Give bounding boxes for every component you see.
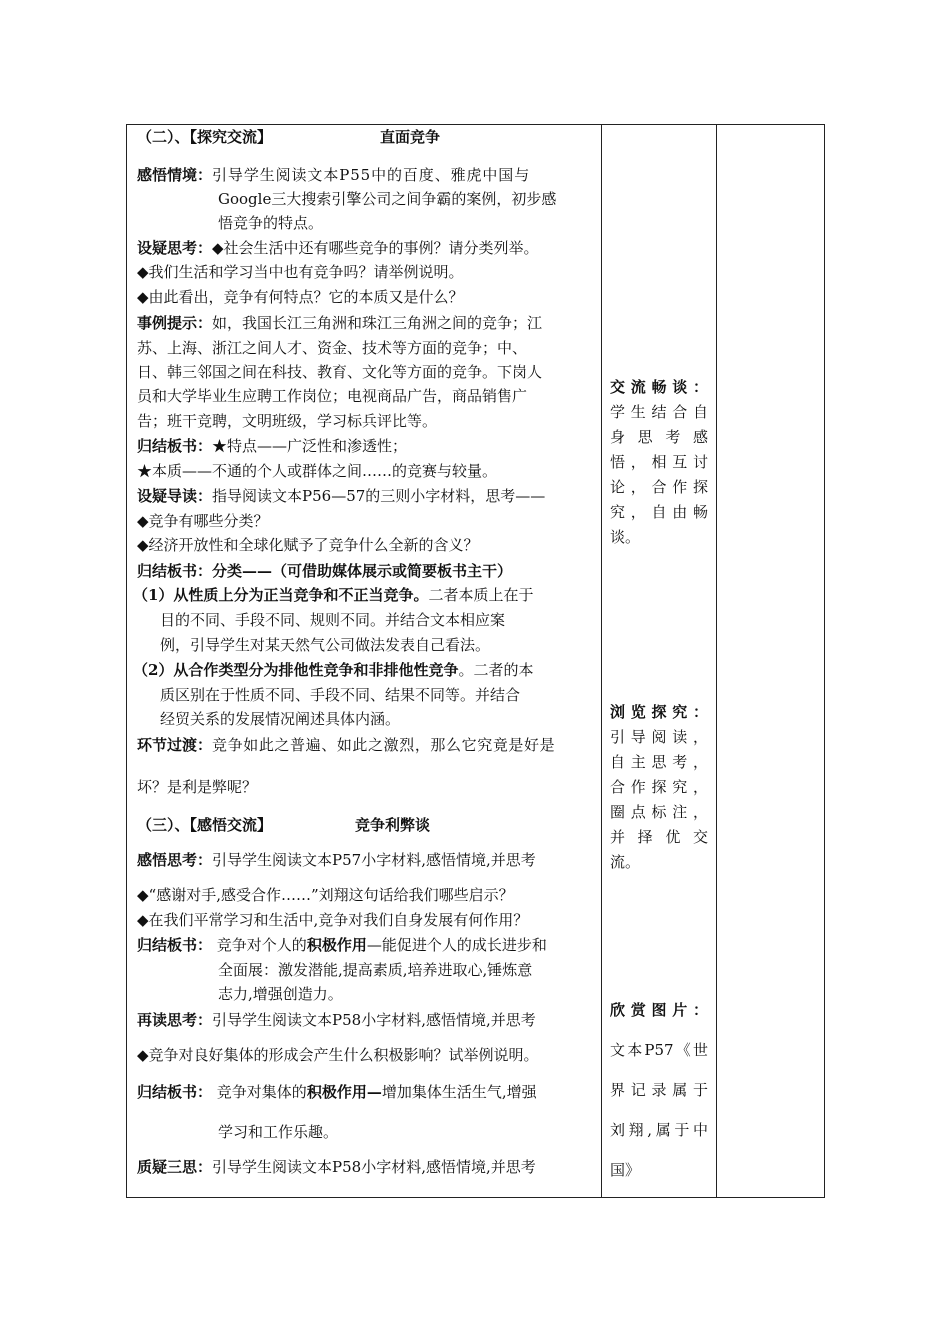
reread-thinking: 再读思考：引导学生阅读文本P58小字材料,感悟情境,并思考 bbox=[137, 1011, 536, 1029]
board-summary-1: 归结板书：★特点——广泛性和渗透性； bbox=[137, 437, 408, 455]
section3-subtitle: 竞争利弊谈 bbox=[355, 816, 431, 834]
section3-heading bbox=[137, 815, 595, 835]
board-summary-classification: 归结板书：分类——（可借助媒体展示或简要板书主干） bbox=[137, 562, 513, 580]
notes-column bbox=[716, 125, 824, 1197]
perceive-thinking: 感悟思考：引导学生阅读文本P57小字材料,感悟情境,并思考 bbox=[137, 851, 536, 869]
perceive-situation: 感悟情境：引导学生阅读文本P55中的百度、雅虎中国与 bbox=[137, 166, 531, 184]
section2-title: （二）、【探究交流】 bbox=[137, 128, 273, 146]
side-c-title: 欣赏图片： bbox=[610, 1001, 708, 1019]
section3-title: （三）、【感悟交流】 bbox=[137, 816, 273, 834]
question-thrice: 质疑三思：引导学生阅读文本P58小字材料,感悟情境,并思考 bbox=[137, 1158, 536, 1176]
board-summary-collective: 归结板书： 竞争对集体的积极作用—增加集体生活生气,增强 bbox=[137, 1083, 537, 1101]
section2-subtitle: 直面竞争 bbox=[380, 128, 441, 146]
point-1: （1）从性质上分为正当竞争和不正当竞争。二者本质上在于 bbox=[133, 586, 534, 604]
side-b-title: 浏览探究： bbox=[610, 703, 708, 721]
doubt-guide: 设疑导读：指导阅读文本P56—57的三则小字材料，思考—— bbox=[137, 487, 546, 505]
side-a-title: 交流畅谈： bbox=[610, 378, 708, 396]
teaching-process-column: （二）、【探究交流】 直面竞争 感悟情境：引导学生阅读文本P55中的百度、雅虎中国与 Google三大搜索引擎公司之间争霸的案例，初步感 悟竞争的特点。 设疑思考：◆社会生活中还有哪些竞争的事例？请分类列举。 ◆我们生活和学习当中也有竞争吗？请举例说明。 ◆由此看出，竞争有何特点？它的本质又是什么？ 事例提示：如，我国长江三角洲和珠江三角洲之间的竞争；江 苏、上海、浙江之间人才、资金、技术等方面的竞争；中、 日、韩三邻国之间在科技、教育、文化等方面的竞争。下岗人 员和大学毕业生应聘工作岗位；电视商品广告，商品销售广 告；班干竞聘，文明班级，学习标兵评比等。 归结板书：★特点——广泛性和渗透性； ★本质——不通的个人或群体之间……的竞赛与较量。 设疑导读：指导阅读文本P56—57的三则小字材料，思考—— ◆竞争有哪些分类？ ◆经济开放性和全球化赋予了竞争什么全新的含义？ 归结板书：分类——（可借助媒体展示或简要板书主干） （1）从性质上分为正当竞争和不正当竞争。二者本质上在于 目的不同、手段不同、规则不同。并结合文本相应案 例，引导学生对某天然气公司做法发表自己看法。 （2）从合作类型分为排他性竞争和非排他性竞争。二者的本 质区别在于性质不同、手段不同、结果不同等。并结合 经贸关系的发展情况阐述具体内涵。 环节过渡：竞争如此之普遍、如此之激烈，那么它究竟是好是 坏？是利是弊呢？ （三）、【感悟交流】 竞争利弊谈 感悟思考：引导学生阅读文本P57小字材料,感悟情境,并思考 ◆“感谢对手,感受合作……”刘翔这句话给我们哪些启示？ ◆在我们平常学习和生活中,竞争对我们自身发展有何作用？ 归结板书： 竞争对个人的积极作用—能促进个人的成长进步和 全面展：激发潜能,提高素质,培养进取心,锤炼意 志力,增强创造力。 再读思考：引导学生阅读文本P58小字材料,感悟情境,并思考 ◆竞争对良好集体的形成会产生什么积极影响？试举例说明。 归结板书： 竞争对集体的积极作用—增加集体生活生气,增强 学习和工作乐趣。 质疑三思：引导学生阅读文本P58小字材料,感悟情境,并思考 bbox=[127, 125, 601, 1197]
doubt-thinking: 设疑思考：◆社会生活中还有哪些竞争的事例？请分类列举。 bbox=[137, 239, 539, 257]
section2-heading bbox=[137, 127, 595, 147]
lesson-plan-table bbox=[126, 124, 825, 1198]
transition: 环节过渡：竞争如此之普遍、如此之激烈，那么它究竟是好是 bbox=[137, 736, 556, 754]
point-2: （2）从合作类型分为排他性竞争和非排他性竞争。二者的本 bbox=[133, 661, 534, 679]
board-summary-individual: 归结板书： 竞争对个人的积极作用—能促进个人的成长进步和 bbox=[137, 936, 547, 954]
student-activity-column: 交流畅谈： 学生结合自 身思考感 悟，相互讨 论，合作探 究，自由畅 谈。 浏览探究： 引导阅读， 自主思考， 合作探究， 圈点标注， 并择优交 流。 欣赏图片： 文本P57《世 界记录属于 刘翔,属于中 国》 bbox=[601, 125, 716, 1197]
example-hint: 事例提示：如，我国长江三角洲和珠江三角洲之间的竞争；江 bbox=[137, 314, 543, 332]
